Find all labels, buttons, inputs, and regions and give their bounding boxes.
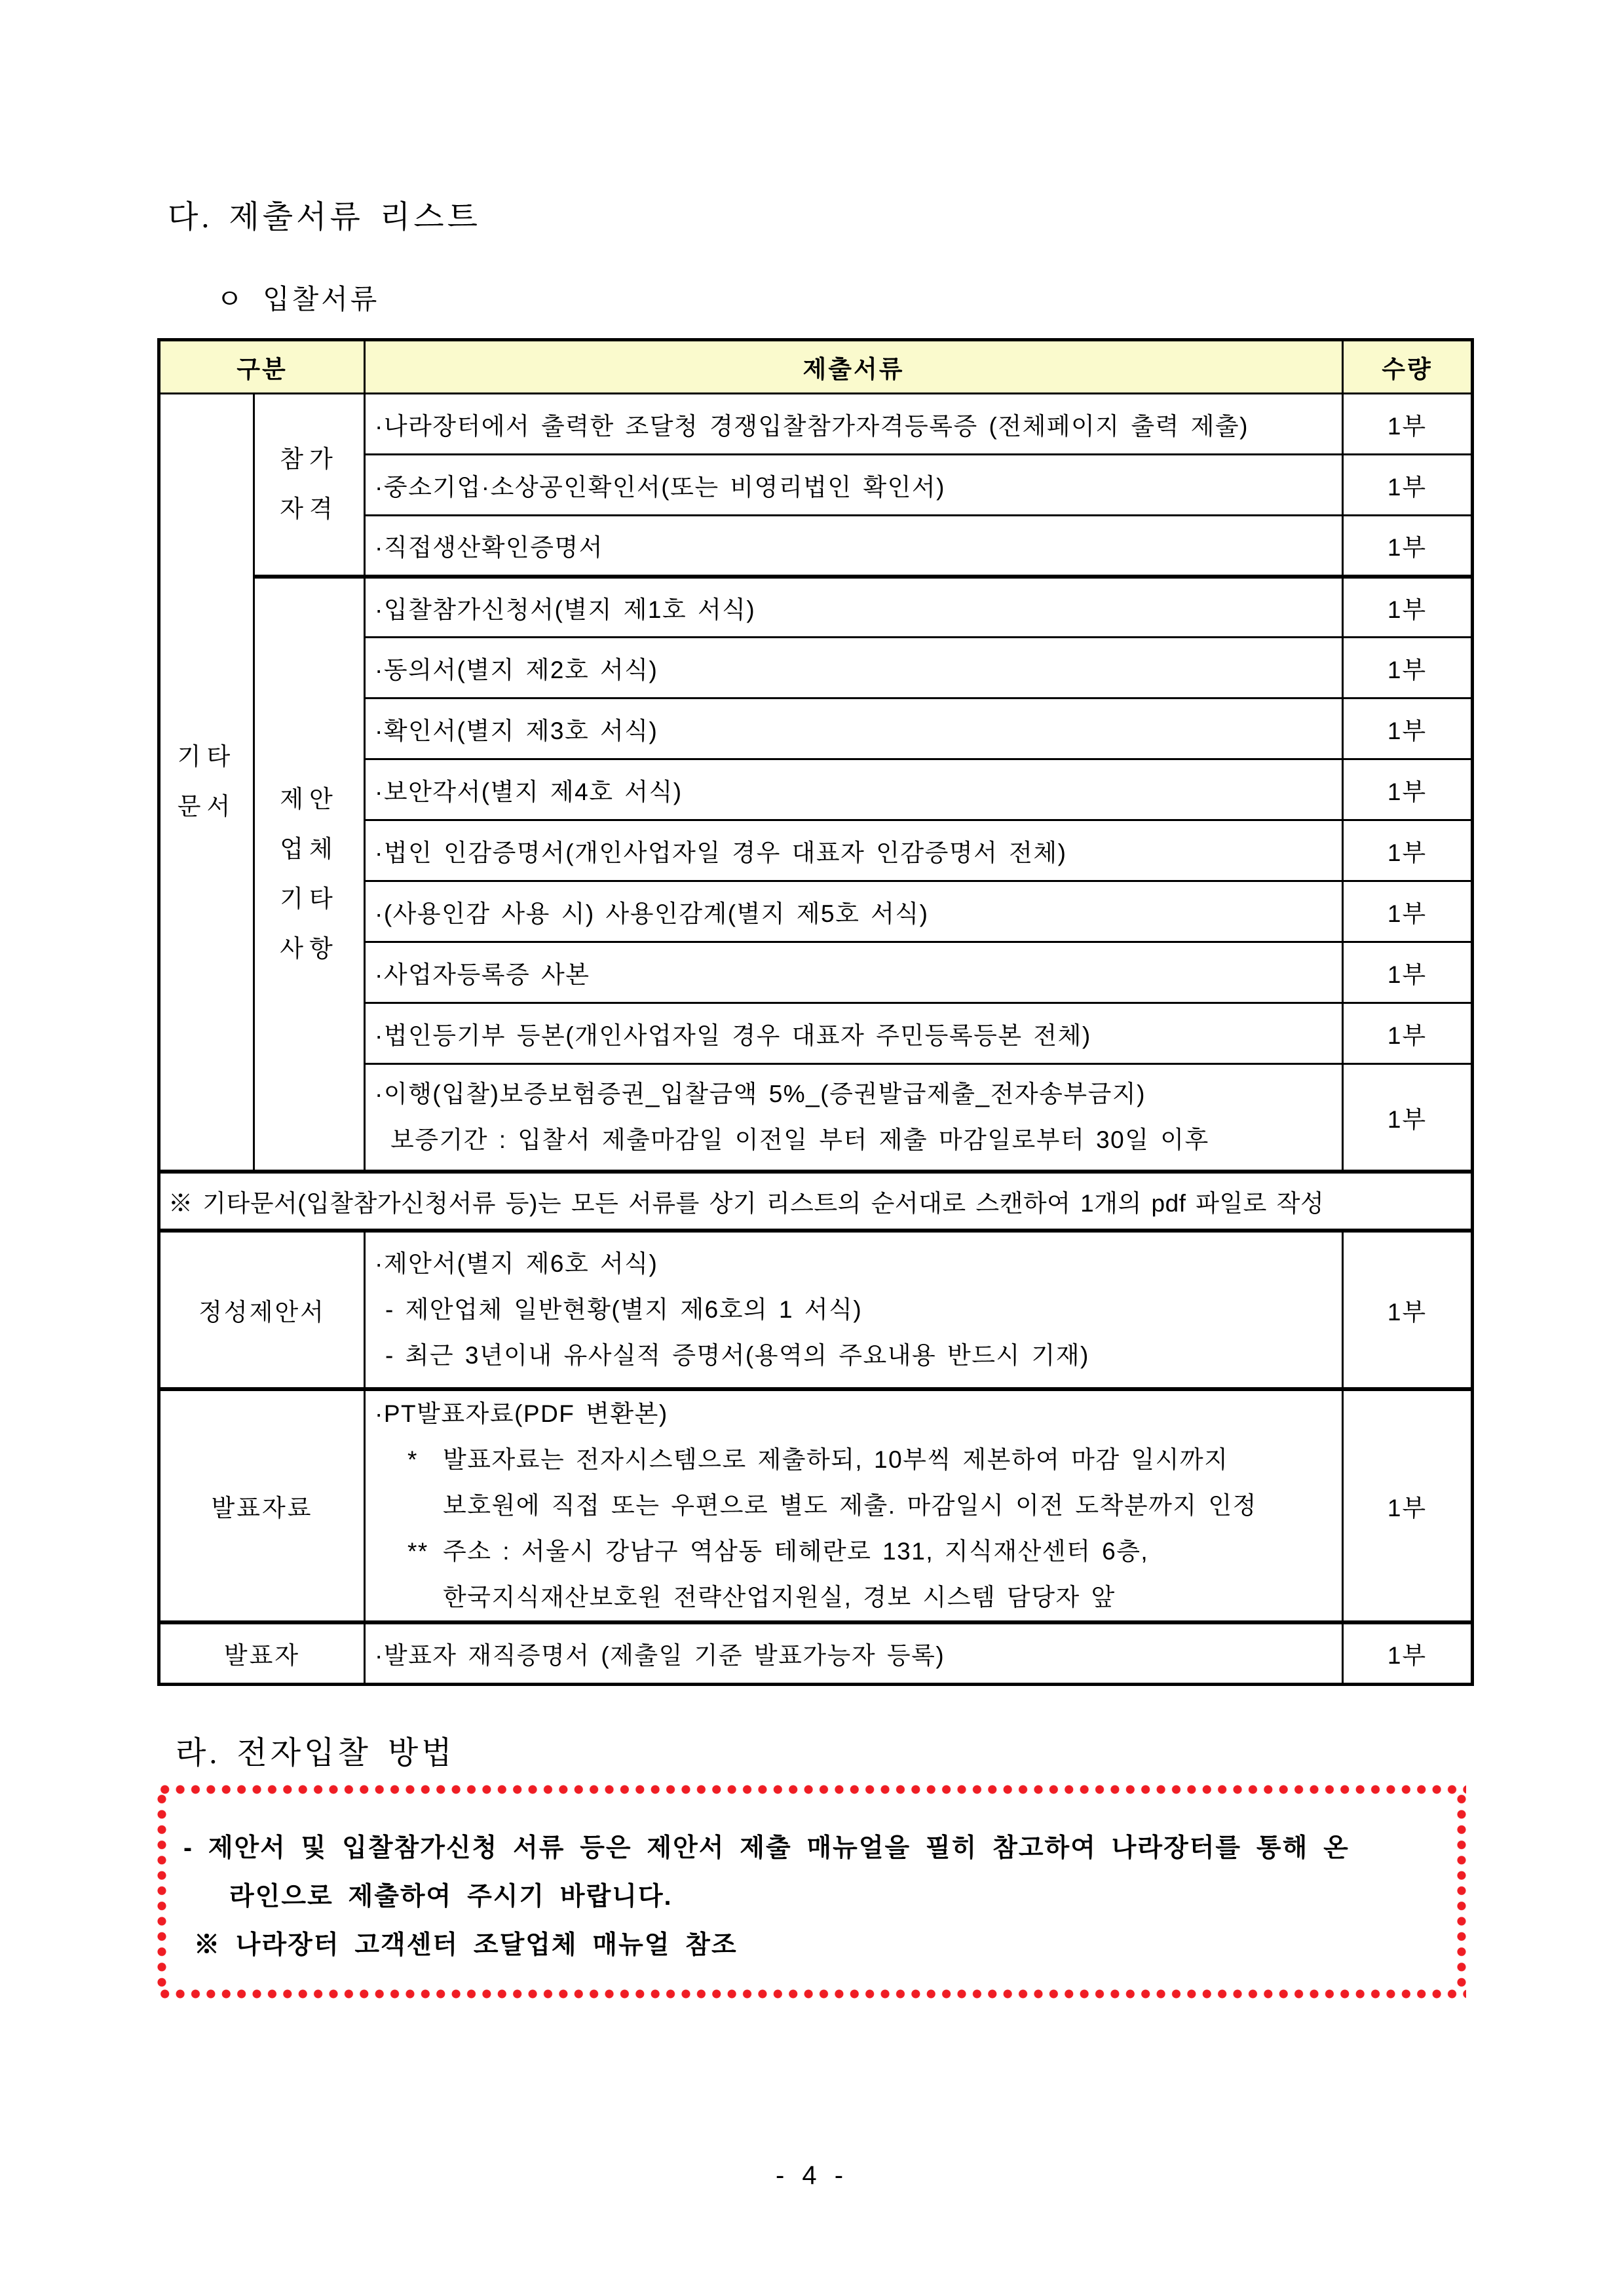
table-row-presenter: [159, 1622, 1473, 1685]
quantity-cell: 1부: [1343, 759, 1473, 820]
group-label-line: 기타: [177, 743, 236, 771]
group-label-line: 제안: [280, 785, 339, 813]
document-cell: [365, 1389, 1343, 1622]
table-row-presentation: [159, 1389, 1473, 1622]
document-cell: [365, 1231, 1343, 1389]
row-label-qualitative-proposal: 정성제안서: [159, 1231, 365, 1389]
document-cell: ·법인등기부 등본(개인사업자일 경우 대표자 주민등록등본 전체): [365, 1003, 1343, 1064]
dotted-border-bottom: [157, 1989, 1466, 1999]
section-heading-ra: 라. 전자입찰 방법: [176, 1736, 455, 1770]
quantity-cell: 1부: [1343, 577, 1473, 638]
group-label-line: 참가: [280, 446, 339, 473]
document-cell: ·발표자 재직증명서 (제출일 기준 발표가능자 등록): [365, 1622, 1343, 1685]
group-label-line: 문서: [177, 793, 236, 820]
quantity-cell: 1부: [1343, 1389, 1473, 1622]
document-cell: ·나라장터에서 출력한 조달청 경쟁입찰참가자격등록증 (전체페이지 출력 제출): [365, 394, 1343, 455]
presentation-note: 주소 : 서울시 강남구 역삼동 테헤란로 131, 지식재산센터 6층,: [443, 1537, 1149, 1565]
group-label-other-docs: [159, 394, 254, 1172]
document-cell: [365, 1064, 1343, 1172]
notice-box: [157, 1785, 1466, 1999]
qualitative-line: - 최근 3년이내 유사실적 증명서(용역의 주요내용 반드시 기재): [385, 1341, 1089, 1369]
qualitative-line: - 제안업체 일반현황(별지 제6호의 1 서식): [385, 1295, 863, 1323]
dotted-border-top: [157, 1785, 1466, 1794]
quantity-cell: 1부: [1343, 881, 1473, 942]
document-cell: ·직접생산확인증명서: [365, 516, 1343, 577]
presentation-line: 한국지식재산보호원 전략산업지원실, 경보 시스템 담당자 앞: [443, 1583, 1116, 1611]
row-label-presentation-materials: 발표자료: [159, 1389, 365, 1622]
row-label-presenter: 발표자: [159, 1622, 365, 1685]
group-label-proposal-etc: [254, 577, 365, 1172]
presentation-line: ·PT발표자료(PDF 변환본): [375, 1400, 668, 1427]
quantity-cell: 1부: [1343, 516, 1473, 577]
table-note-row: [159, 1172, 1473, 1231]
quantity-cell: 1부: [1343, 1622, 1473, 1685]
col-header-document: 제출서류: [365, 340, 1343, 394]
quantity-cell: 1부: [1343, 1064, 1473, 1172]
quantity-cell: 1부: [1343, 394, 1473, 455]
col-header-quantity: 수량: [1343, 340, 1473, 394]
document-cell: ·입찰참가신청서(별지 제1호 서식): [365, 577, 1343, 638]
col-header-category: 구분: [159, 340, 365, 394]
section-heading-da: 다. 제출서류 리스트: [168, 200, 481, 235]
notice-line: - 제안서 및 입찰참가신청 서류 등은 제안서 제출 매뉴얼을 필히 참고하여 나라장터를 통해 온: [183, 1834, 1350, 1862]
dotted-border-left: [157, 1791, 166, 1992]
group-label-participation: [254, 394, 365, 577]
document-cell: ·사업자등록증 사본: [365, 942, 1343, 1003]
document-cell: ·보안각서(별지 제4호 서식): [365, 759, 1343, 820]
group-label-line: 자격: [280, 495, 339, 523]
notice-line: 라인으로 제출하여 주시기 바랍니다.: [229, 1883, 673, 1911]
quantity-cell: 1부: [1343, 638, 1473, 698]
quantity-cell: 1부: [1343, 1003, 1473, 1064]
group-label-line: 기타: [280, 885, 339, 912]
quantity-cell: 1부: [1343, 1231, 1473, 1389]
quantity-cell: 1부: [1343, 698, 1473, 759]
quantity-cell: 1부: [1343, 455, 1473, 516]
page-number: - 4 -: [775, 2161, 849, 2190]
table-header-row: [159, 340, 1473, 394]
table-row: [159, 577, 1473, 638]
table-row: [159, 394, 1473, 455]
presentation-line: 보호원에 직접 또는 우편으로 별도 제출. 마감일시 이전 도착분까지 인정: [443, 1491, 1257, 1519]
quantity-cell: 1부: [1343, 820, 1473, 881]
notice-line: ※ 나라장터 고객센터 조달업체 매뉴얼 참조: [194, 1931, 738, 1959]
document-cell: ·중소기업·소상공인확인서(또는 비영리법인 확인서): [365, 455, 1343, 516]
qualitative-line: ·제안서(별지 제6호 서식): [375, 1250, 658, 1277]
group-label-line: 업체: [280, 835, 339, 862]
bond-line: ·이행(입찰)보증보험증권_입찰금액 5%_(증권발급제출_전자송부금지): [375, 1080, 1146, 1107]
dotted-border-right: [1457, 1791, 1466, 1992]
document-cell: ·법인 인감증명서(개인사업자일 경우 대표자 인감증명서 전체): [365, 820, 1343, 881]
table-row-qualitative: [159, 1231, 1473, 1389]
table-note: ※ 기타문서(입찰참가신청서류 등)는 모든 서류를 상기 리스트의 순서대로 스캔하여 1개의 pdf 파일로 작성: [159, 1172, 1473, 1231]
quantity-cell: 1부: [1343, 942, 1473, 1003]
group-label-line: 사항: [280, 934, 339, 962]
document-cell: ·(사용인감 사용 시) 사용인감계(별지 제5호 서식): [365, 881, 1343, 942]
submission-documents-table: [157, 338, 1474, 1686]
presentation-line: [375, 1437, 1342, 1483]
bid-documents-bullet: ㅇ 입찰서류: [216, 285, 380, 315]
document-cell: ·동의서(별지 제2호 서식): [365, 638, 1343, 698]
bond-line: 보증기간 : 입찰서 제출마감일 이전일 부터 제출 마감일로부터 30일 이후: [390, 1126, 1209, 1153]
presentation-line: [375, 1529, 1342, 1575]
presentation-note: 발표자료는 전자시스템으로 제출하되, 10부씩 제본하여 마감 일시까지: [443, 1445, 1229, 1473]
footnote-marker: *: [407, 1445, 418, 1473]
notice-text: [183, 1824, 1446, 1970]
footnote-marker: **: [407, 1537, 428, 1565]
document-cell: ·확인서(별지 제3호 서식): [365, 698, 1343, 759]
